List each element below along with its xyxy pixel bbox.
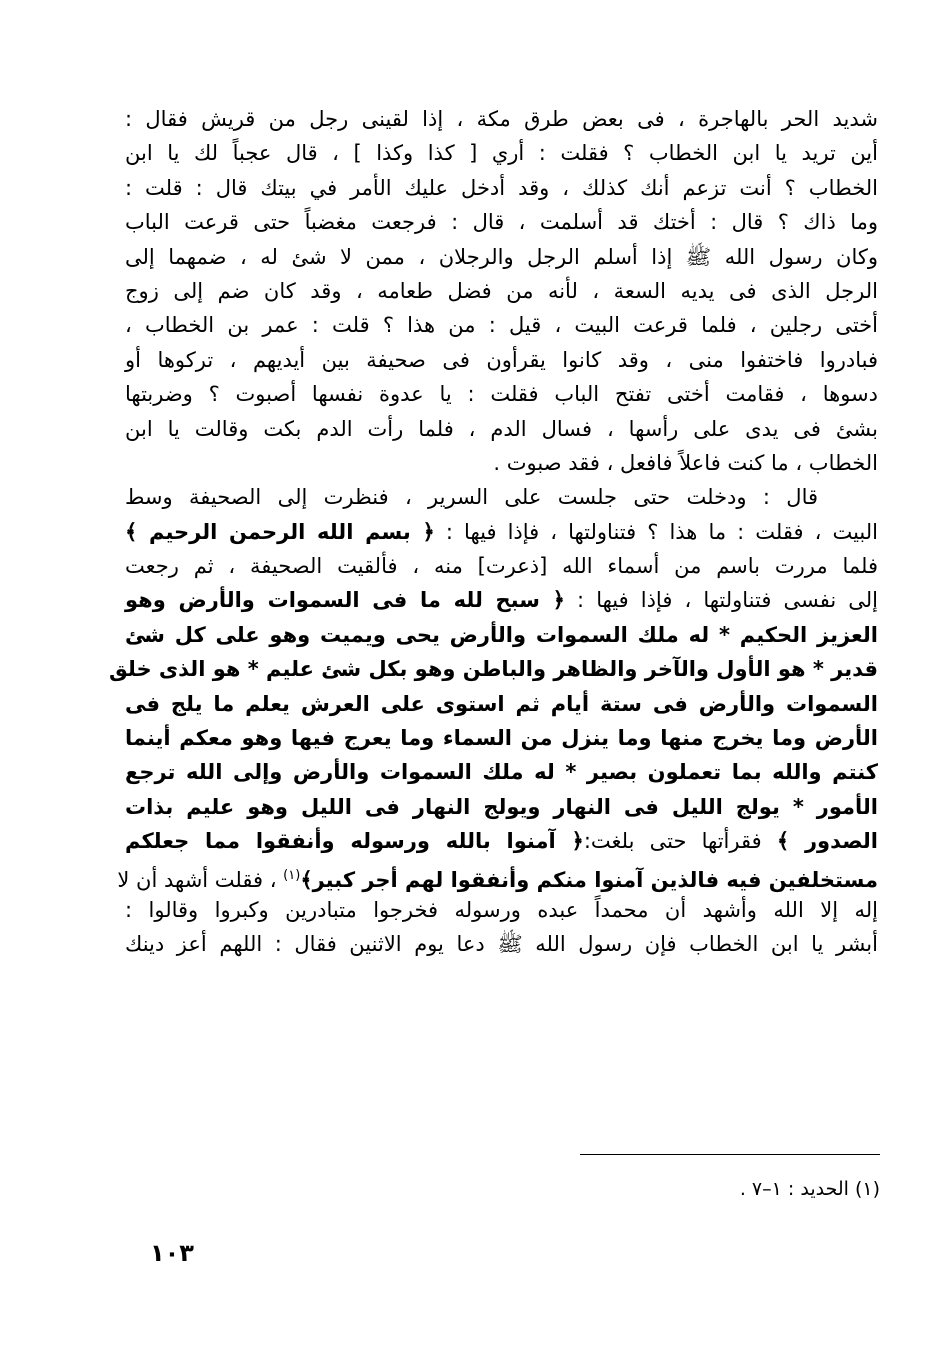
text-segment: فقرأتها حتى بلغت: — [583, 829, 777, 854]
quran-verse-end: الصدور ﴾ — [776, 829, 878, 854]
quran-line-6: الأمور * يولج الليل فى النهار ويولج النهار فى الليل وهو عليم بذات — [125, 794, 878, 819]
text-line-14: فلما مررت باسم من أسماء الله [ذعرت] منه ، فألقيت الصحيفة ، ثم رجعت — [125, 554, 878, 579]
quran-line-1: العزيز الحكيم * له ملك السموات والأرض يحى ويميت وهو على كل شئ — [125, 622, 878, 647]
text-line-15 — [125, 583, 878, 617]
footnote: (١) الحديد : ١–٧ . — [739, 1178, 880, 1200]
text-line-12: قال : ودخلت حتى جلست على السرير ، فنظرت إلى الصحيفة وسط — [125, 485, 818, 510]
body-text — [108, 102, 878, 962]
text-segment: ، فقلت أشهد أن لا — [117, 867, 284, 892]
text-line-23 — [125, 824, 878, 858]
text-line-7: أختى رجلين ، فلما قرعت البيت ، قيل : من هذا ؟ قلت : عمر بن الخطاب ، — [125, 313, 878, 338]
quran-verse-start: ﴿ سبح لله ما فى السموات والأرض وهو — [125, 588, 565, 613]
text-line-4: وما ذاك ؟ قال : أختك قد أسلمت ، قال : فرجعت مغضباً حتى قرعت الباب — [125, 210, 878, 235]
text-line-13 — [125, 515, 878, 549]
text-line-11: الخطاب ، ما كنت فاعلاً فافعل ، فقد صبوت . — [493, 450, 878, 475]
text-line-8: فبادروا فاختفوا منى ، وقد كانوا يقرأون فى صحيفة بين أيديهم ، تركوها أو — [125, 347, 878, 372]
quran-line-3: السموات والأرض فى ستة أيام ثم استوى على العرش يعلم ما يلج فى — [125, 691, 878, 716]
quran-line-5: كنتم والله بما تعملون بصير * له ملك السموات والأرض وإلى الله ترجع — [125, 760, 878, 785]
page-number: ١٠٣ — [150, 1239, 194, 1267]
text-line-10: بشئ فى يدى على رأسها ، فسال الدم ، فلما رأت الدم بكت وقالت يا ابن — [125, 416, 878, 441]
text-line-9: دسوها ، فقامت أختى تفتح الباب فقلت : يا عدوة نفسها أصبوت ؟ وضربتها — [125, 382, 878, 407]
quran-verse-second-end: مستخلفين فيه فالذين آمنوا منكم وأنفقوا لهم أجر كبير﴾ — [300, 867, 878, 892]
text-line-6: الرجل الذى فى يديه السعة ، لأنه من فضل طعامه ، وقد كان ضم إلى زوج — [125, 278, 878, 303]
text-segment: البيت ، فقلت : ما هذا ؟ فتناولتها ، فإذا فيها : — [434, 519, 878, 544]
quran-verse-basmala: ﴿ بسم الله الرحمن الرحيم ﴾ — [125, 519, 435, 544]
text-line-24 — [117, 859, 878, 893]
quran-line-4: الأرض وما يخرج منها وما ينزل من السماء وما يعرج فيها وهو معكم أينما — [125, 726, 878, 751]
footnote-divider — [580, 1154, 880, 1155]
footnote-marker: (١) — [283, 867, 301, 883]
quran-line-2: قدير * هو الأول والآخر والظاهر والباطن وهو بكل شئ عليم * هو الذى خلق — [108, 657, 878, 682]
text-segment: إلى نفسى فتناولتها ، فإذا فيها : — [564, 588, 878, 613]
text-line-25: إله إلا الله وأشهد أن محمداً عبده ورسوله فخرجوا متبادرين وكبروا وقالوا : — [125, 897, 878, 922]
text-line-2: أين تريد يا ابن الخطاب ؟ فقلت : أري [ كذا وكذا ] ، قال عجباً لك يا ابن — [125, 141, 878, 166]
text-line-1: شديد الحر بالهاجرة ، فى بعض طرق مكة ، إذا لقينى رجل من قريش فقال : — [125, 107, 878, 131]
text-line-5: وكان رسول الله ﷺ إذا أسلم الرجل والرجلان ، ممن لا شئ له ، ضمهما إلى — [125, 244, 878, 269]
text-line-26: أبشر يا ابن الخطاب فإن رسول الله ﷺ دعا يوم الاثنين فقال : اللهم أعز دينك — [125, 932, 878, 957]
text-line-3: الخطاب ؟ أنت تزعم أنك كذلك ، وقد أدخل عليك الأمر في بيتك قال : قلت : — [125, 175, 878, 200]
quran-verse-second-start: ﴿ آمنوا بالله ورسوله وأنفقوا مما جعلكم — [125, 829, 584, 854]
